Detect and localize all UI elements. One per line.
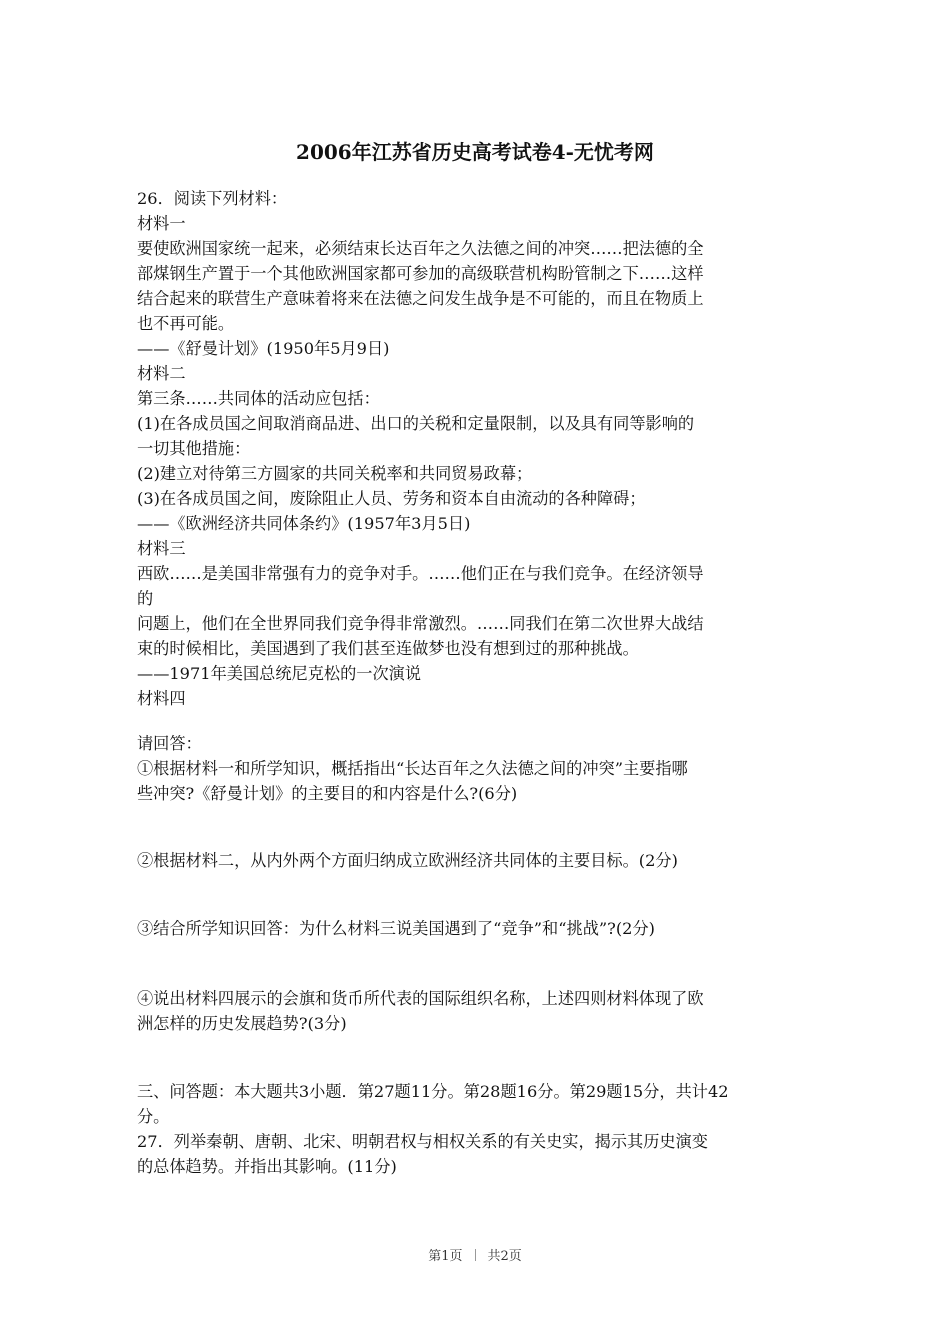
sub-question-1: ①根据材料一和所学知识，概括指出“长达百年之久法德之间的冲突”主要指哪 (137, 759, 688, 778)
material-2-source: ——《欧洲经济共同体条约》(1957年3月5日) (137, 514, 471, 533)
sub-question-3: ③结合所学知识回答：为什么材料三说美国遇到了“竞争”和“挑战”?(2分) (137, 919, 655, 938)
document-title: 2006年江苏省历史高考试卷4-无忧考网 (296, 140, 654, 164)
material-3-text: 的 (137, 589, 154, 608)
material-3-label: 材料三 (137, 539, 186, 558)
material-2-label: 材料二 (137, 364, 186, 383)
footer-divider (475, 1249, 476, 1261)
page-number: 第1页 (428, 1249, 463, 1264)
material-3-text: 束的时候相比，美国遇到了我们甚至连做梦也没有想到过的那种挑战。 (137, 639, 639, 658)
material-1-source: ——《舒曼计划》(1950年5月9日) (137, 339, 390, 358)
sub-question-4: ④说出材料四展示的会旗和货币所代表的国际组织名称，上述四则材料体现了欧 (137, 989, 704, 1008)
question-27: 27．列举秦朝、唐朝、北宋、明朝君权与相权关系的有关史实，揭示其历史演变 (137, 1132, 708, 1151)
sub-question-1: 些冲突?《舒曼计划》的主要目的和内容是什么?(6分) (137, 784, 518, 803)
material-4-label: 材料四 (137, 689, 186, 708)
material-2-text: 一切其他措施： (137, 439, 251, 458)
question-26-heading: 26．阅读下列材料： (137, 189, 288, 208)
material-2-text: (1)在各成员国之间取消商品进、出口的关税和定量限制，以及具有同等影响的 (137, 414, 695, 433)
material-2-text: (2)建立对待第三方圆家的共同关税率和共同贸易政幕； (137, 464, 533, 483)
material-1-text: 要使欧洲国家统一起来，必须结束长达百年之久法德之间的冲突……把法德的全 (137, 239, 704, 258)
material-1-text: 部煤钢生产置于一个其他欧洲国家都可参加的高级联营机构盼管制之下……这样 (137, 264, 704, 283)
material-1-text: 也不再可能。 (137, 314, 235, 333)
page-total: 共2页 (487, 1249, 522, 1264)
section-3-heading: 分。 (137, 1107, 170, 1126)
material-3-text: 问题上，他们在全世界同我们竞争得非常激烈。……同我们在第二次世界大战结 (137, 614, 704, 633)
section-3-heading: 三、问答题：本大题共3小题．第27题11分。第28题16分。第29题15分，共计42 (137, 1082, 729, 1101)
question-27: 的总体趋势。并指出其影响。(11分) (137, 1157, 397, 1176)
material-2-text: 第三条……共同体的活动应包括： (137, 389, 380, 408)
material-1-label: 材料一 (137, 214, 186, 233)
material-1-text: 结合起来的联营生产意味着将来在法德之问发生战争是不可能的，而且在物质上 (137, 289, 704, 308)
page-footer (0, 1248, 950, 1266)
sub-question-4: 洲怎样的历史发展趋势?(3分) (137, 1014, 347, 1033)
answer-prompt: 请回答： (137, 734, 202, 753)
material-2-text: (3)在各成员国之间，废除阻止人员、劳务和资本自由流动的各种障碍； (137, 489, 646, 508)
sub-question-2: ②根据材料二，从内外两个方面归纳成立欧洲经济共同体的主要目标。(2分) (137, 851, 678, 870)
material-3-source: ——1971年美国总统尼克松的一次演说 (137, 664, 422, 683)
material-3-text: 西欧……是美国非常强有力的竞争对手。……他们正在与我们竞争。在经济领导 (137, 564, 704, 583)
